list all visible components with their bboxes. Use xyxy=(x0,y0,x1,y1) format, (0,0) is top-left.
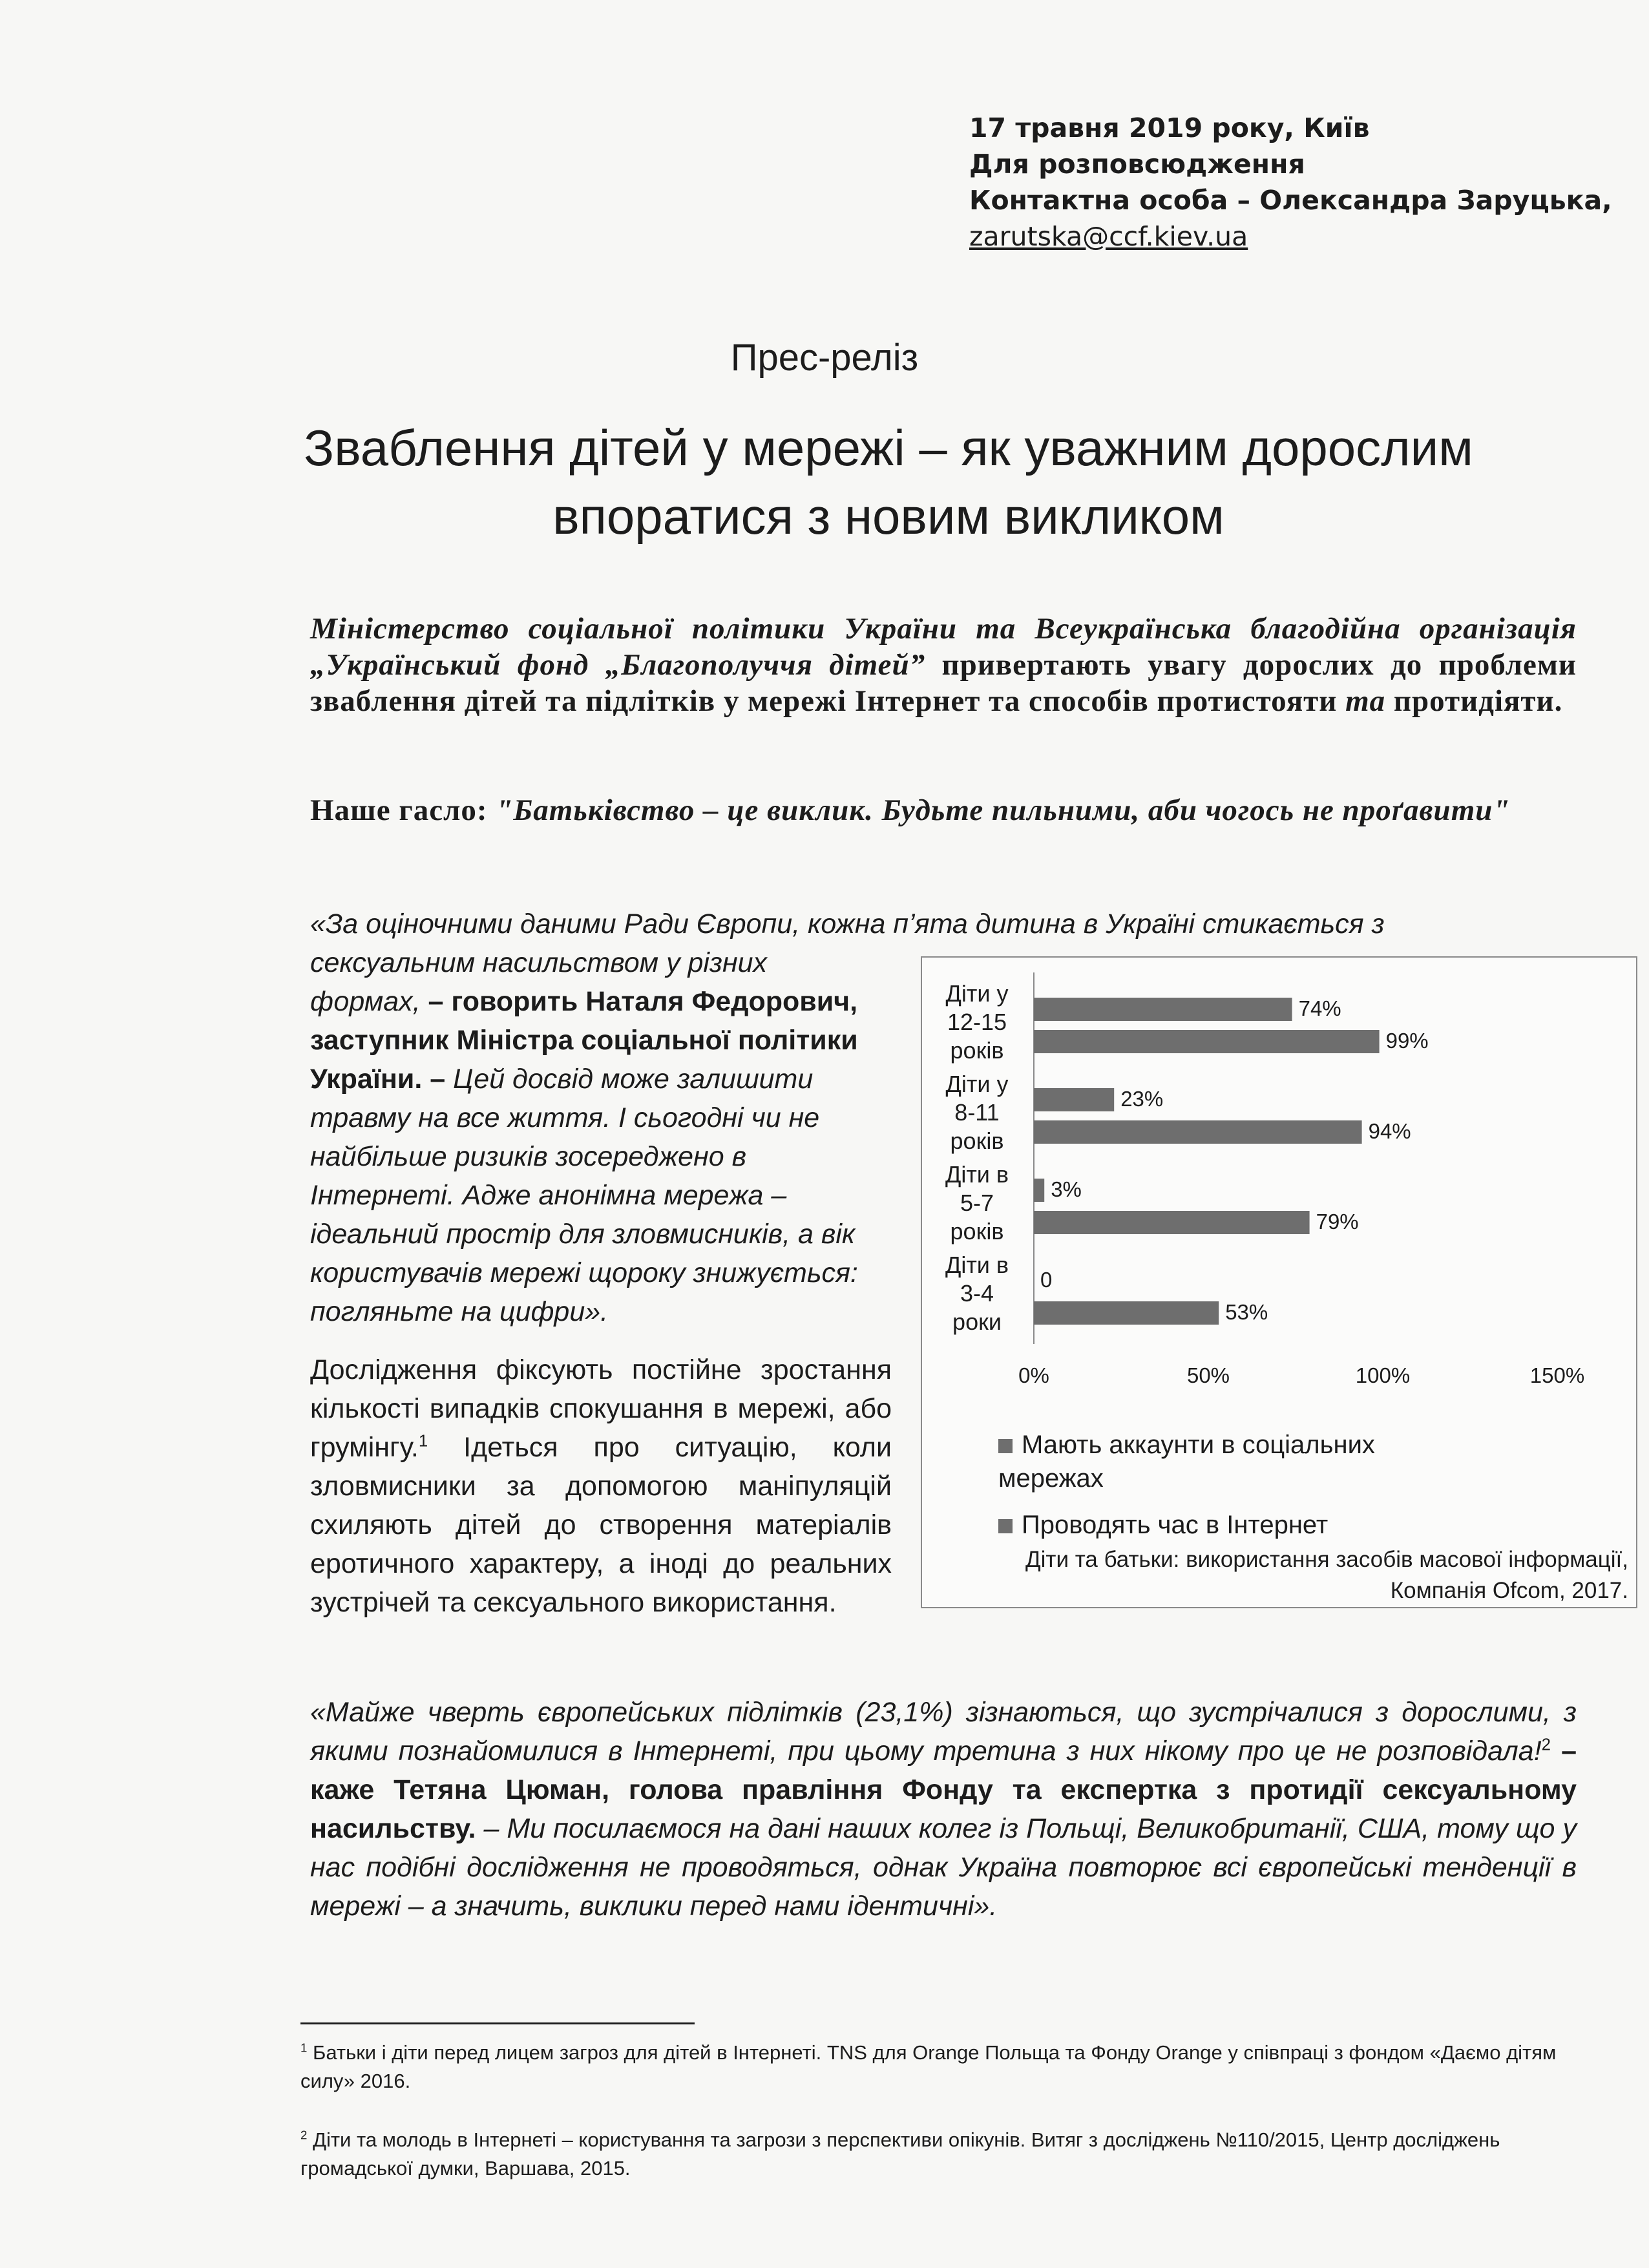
x-tick-label: 100% xyxy=(1355,1363,1411,1387)
footnote-2 xyxy=(300,2126,1567,2183)
legend-swatch xyxy=(998,1519,1013,1533)
quote-1-line-1: «За оціночними даними Ради Європи, кожна п’ята дитина в Україні стикається з xyxy=(310,908,1385,940)
bar-accounts xyxy=(1034,998,1292,1021)
legend-item-accounts xyxy=(998,1428,1451,1495)
quote-1-speaker: – говорить Наталя Федорович, заступник Міністра соціальної політики України. – xyxy=(310,986,858,1095)
press-release-label: Прес-реліз xyxy=(730,337,919,379)
bar-accounts xyxy=(1034,1088,1114,1111)
header-block xyxy=(969,110,1628,255)
lead-organizations: Міністерство соціальної політики України та Всеукраїнська благодійна організація „Український фонд „Благополуччя дітей” xyxy=(310,612,1577,682)
data-label: 99% xyxy=(1385,1029,1429,1053)
lead-emphasis: та xyxy=(1345,684,1386,718)
category-label: Діти у xyxy=(945,980,1009,1007)
research-text-a: Дослідження фіксують постійне зростання кількості випадків спокушання в мережі, або грумінгу. xyxy=(310,1354,892,1463)
page-title xyxy=(194,414,1583,551)
bar-accounts xyxy=(1034,1179,1044,1202)
footnote-1 xyxy=(300,2039,1567,2095)
chart-caption: Діти та батьки: використання засобів масової інформації, Компанія Ofcom, 2017. xyxy=(1025,1547,1628,1603)
category-label: роки xyxy=(952,1308,1002,1335)
bar-internet xyxy=(1034,1211,1310,1234)
legend-label-accounts: Мають аккаунти в соціальних мережах xyxy=(998,1431,1375,1493)
category-label: Діти в xyxy=(945,1161,1009,1188)
quote-1-first-line xyxy=(310,905,1577,943)
category-label: років xyxy=(950,1218,1004,1244)
bar-chart xyxy=(921,956,1635,1447)
x-tick-label: 0% xyxy=(1018,1363,1049,1387)
quote-1-body xyxy=(310,943,879,1331)
x-tick-label: 50% xyxy=(1186,1363,1230,1387)
slogan-text: "Батьківство – це виклик. Будьте пильними, аби чогось не проґавити" xyxy=(496,793,1511,827)
contact-line: Контактна особа – Олександра Заруцька, xyxy=(969,185,1612,216)
quote-2 xyxy=(310,1693,1577,1926)
data-label: 74% xyxy=(1298,996,1341,1020)
footnote-divider xyxy=(300,2022,695,2024)
category-label: років xyxy=(950,1128,1004,1154)
quote-1-italic-b: Цей досвід може залишити травму на все життя. І сьогодні чи не найбільше ризиків зосереджено в Інтернеті. Адже анонімна мережа – ідеальний простір для зловмисників, а вік користувачів мережі щороку знижується: погляньте на цифри». xyxy=(310,1064,858,1327)
footnote-number: 1 xyxy=(300,2041,308,2055)
bar-internet xyxy=(1034,1120,1362,1144)
category-label: 5-7 xyxy=(960,1190,994,1216)
data-label: 94% xyxy=(1368,1119,1411,1143)
x-tick-label: 150% xyxy=(1529,1363,1585,1387)
chart-legend xyxy=(998,1428,1451,1542)
slogan xyxy=(310,792,1577,829)
category-label: 3-4 xyxy=(960,1280,994,1307)
footnote-ref-2[interactable]: 2 xyxy=(1541,1736,1551,1754)
lead-paragraph xyxy=(310,611,1577,719)
date-line: 17 травня 2019 року, Київ xyxy=(969,112,1370,143)
legend-swatch xyxy=(998,1439,1013,1453)
category-label: Діти у xyxy=(945,1071,1009,1097)
lead-text: привертають увагу дорослих до проблеми зваблення дітей та підлітків у мережі Інтернет та способів протистояти xyxy=(310,648,1577,718)
legend-item-internet xyxy=(998,1508,1451,1542)
category-label: 8-11 xyxy=(954,1099,1000,1126)
slogan-label: Наше гасло: xyxy=(310,793,496,827)
research-paragraph xyxy=(310,1350,892,1622)
category-label: 12-15 xyxy=(947,1009,1007,1035)
title-line-1: Зваблення дітей у мережі – як уважним дорослим xyxy=(304,419,1473,476)
bar-internet xyxy=(1034,1030,1380,1053)
title-line-2: впоратися з новим викликом xyxy=(552,488,1224,545)
bar-internet xyxy=(1034,1301,1219,1325)
legend-label-internet: Проводять час в Інтернет xyxy=(1022,1511,1329,1539)
distribution-line: Для розповсюдження xyxy=(969,149,1305,180)
quote-1-italic-a: сексуальним насильством у різних формах, xyxy=(310,947,768,1017)
footnote-number: 2 xyxy=(300,2128,308,2142)
research-text-b: Ідеться про ситуацію, коли зловмисники за допомогою маніпуляцій схиляють дітей до створення матеріалів еротичного характеру, а іноді до реальних зустрічей та сексуального використання. xyxy=(310,1432,892,1618)
quote-2-italic-b: – Ми посилаємося на дані наших колег із Польщі, Великобританії, США, тому що у нас подібні дослідження не проводяться, однак Україна повторює всі європейські тенденції в мережі – а значить, виклики перед нами ідентичні». xyxy=(310,1813,1577,1922)
contact-email-link[interactable]: zarutska@ccf.kiev.ua xyxy=(969,221,1248,252)
quote-2-speaker: – каже Тетяна Цюман, голова правління Фонду та експертка з протидії сексуальному насильству. xyxy=(310,1736,1577,1844)
category-label: років xyxy=(950,1037,1004,1064)
footnote-ref-1[interactable]: 1 xyxy=(418,1432,428,1451)
data-label: 23% xyxy=(1120,1087,1164,1111)
category-label: Діти в xyxy=(945,1252,1009,1278)
data-label: 79% xyxy=(1316,1210,1359,1234)
footnote-text: Батьки і діти перед лицем загроз для дітей в Інтернеті. TNS для Orange Польща та Фонду Orange у співпраці з фондом «Даємо дітям силу» 2016. xyxy=(300,2041,1557,2092)
lead-text-end: протидіяти. xyxy=(1385,684,1563,718)
footnote-text: Діти та молодь в Інтернеті – користування та загрози з перспективи опікунів. Витяг з досліджень №110/2015, Центр досліджень громадської думки, Варшава, 2015. xyxy=(300,2128,1500,2179)
data-label: 53% xyxy=(1225,1300,1268,1324)
data-label: 3% xyxy=(1051,1177,1082,1201)
quote-2-italic-a: «Майже чверть європейських підлітків (23,1%) зізнаються, що зустрічалися з дорослими, з якими познайомилися в Інтернеті, при цьому третина з них нікому про це не розповідала! xyxy=(310,1697,1577,1767)
data-label: 0 xyxy=(1040,1268,1053,1292)
